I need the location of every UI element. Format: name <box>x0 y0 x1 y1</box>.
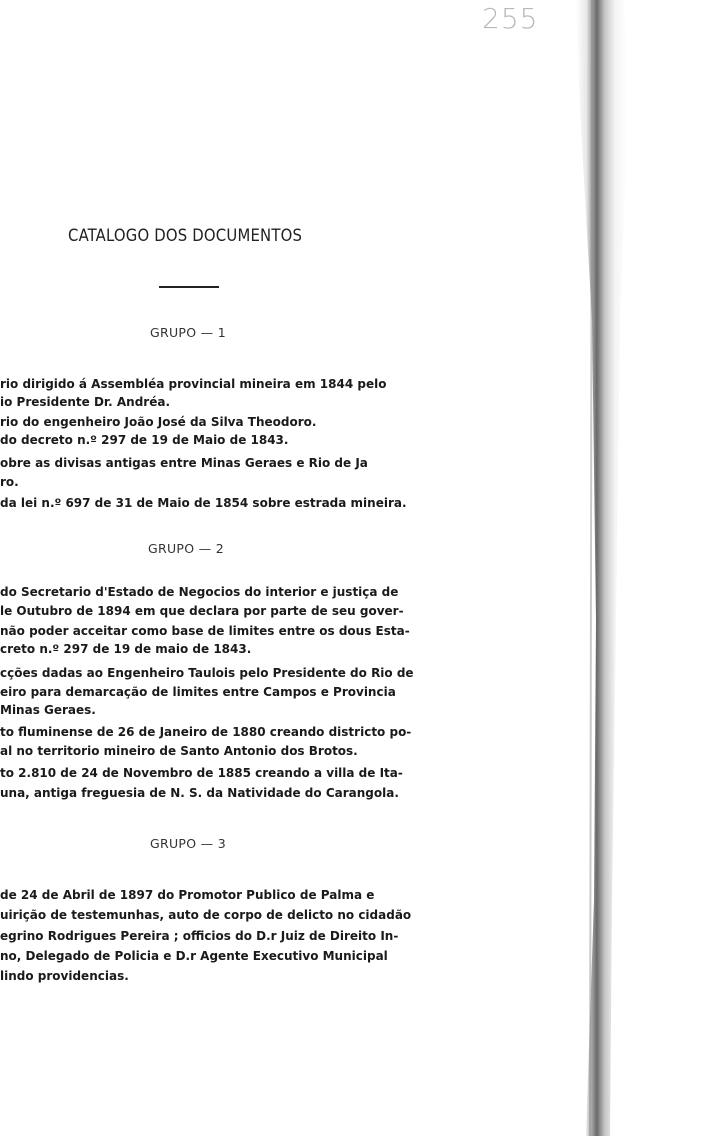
catalog-line: lindo providencias. <box>0 969 129 983</box>
catalog-line: eiro para demarcação de limites entre Campos e Provincia <box>0 685 396 699</box>
group-heading-2: GRUPO — 2 <box>148 541 224 556</box>
catalog-line: da lei n.º 697 de 31 de Maio de 1854 sobre estrada mineira. <box>0 496 407 510</box>
catalog-line: una, antiga freguesia de N. S. da Natividade do Carangola. <box>0 786 399 800</box>
group-heading-3: GRUPO — 3 <box>150 836 226 851</box>
catalog-line: rio do engenheiro João José da Silva Theodoro. <box>0 415 317 429</box>
catalog-line: cções dadas ao Engenheiro Taulois pelo Presidente do Rio de <box>0 666 414 680</box>
catalog-line: le Outubro de 1894 em que declara por parte de seu gover- <box>0 604 404 618</box>
catalog-line: do Secretario d'Estado de Negocios do interior e justiça de <box>0 585 399 599</box>
catalog-line: ro. <box>0 475 19 489</box>
catalog-line: de 24 de Abril de 1897 do Promotor Publico de Palma e <box>0 888 375 902</box>
catalog-line: creto n.º 297 de 19 de maio de 1843. <box>0 642 252 656</box>
page-number: 255 <box>482 2 539 35</box>
catalog-line: rio dirigido á Assembléa provincial mineira em 1844 pelo <box>0 377 387 391</box>
title-divider <box>159 286 219 288</box>
catalog-line: uirição de testemunhas, auto de corpo de delicto no cidadão <box>0 908 412 922</box>
group-heading-1: GRUPO — 1 <box>150 325 226 340</box>
catalog-line: no, Delegado de Policia e D.r Agente Executivo Municipal <box>0 949 388 963</box>
catalog-line: egrino Rodrigues Pereira ; officios do D.r Juiz de Direito In- <box>0 929 399 943</box>
catalog-line: Minas Geraes. <box>0 703 96 717</box>
catalog-line: to fluminense de 26 de Janeiro de 1880 creando districto po- <box>0 725 412 739</box>
catalog-line: al no territorio mineiro de Santo Antonio dos Brotos. <box>0 744 358 758</box>
catalog-line: to 2.810 de 24 de Novembro de 1885 creando a villa de Ita- <box>0 766 403 780</box>
catalog-line: do decreto n.º 297 de 19 de Maio de 1843. <box>0 433 289 447</box>
page-gutter-shadow <box>566 0 726 1136</box>
catalog-line: não poder acceitar como base de limites entre os dous Esta- <box>0 624 410 638</box>
catalog-line: io Presidente Dr. Andréa. <box>0 395 171 409</box>
catalog-line: obre as divisas antigas entre Minas Geraes e Rio de Ja <box>0 456 368 470</box>
page-title: CATALOGO DOS DOCUMENTOS <box>68 226 303 245</box>
